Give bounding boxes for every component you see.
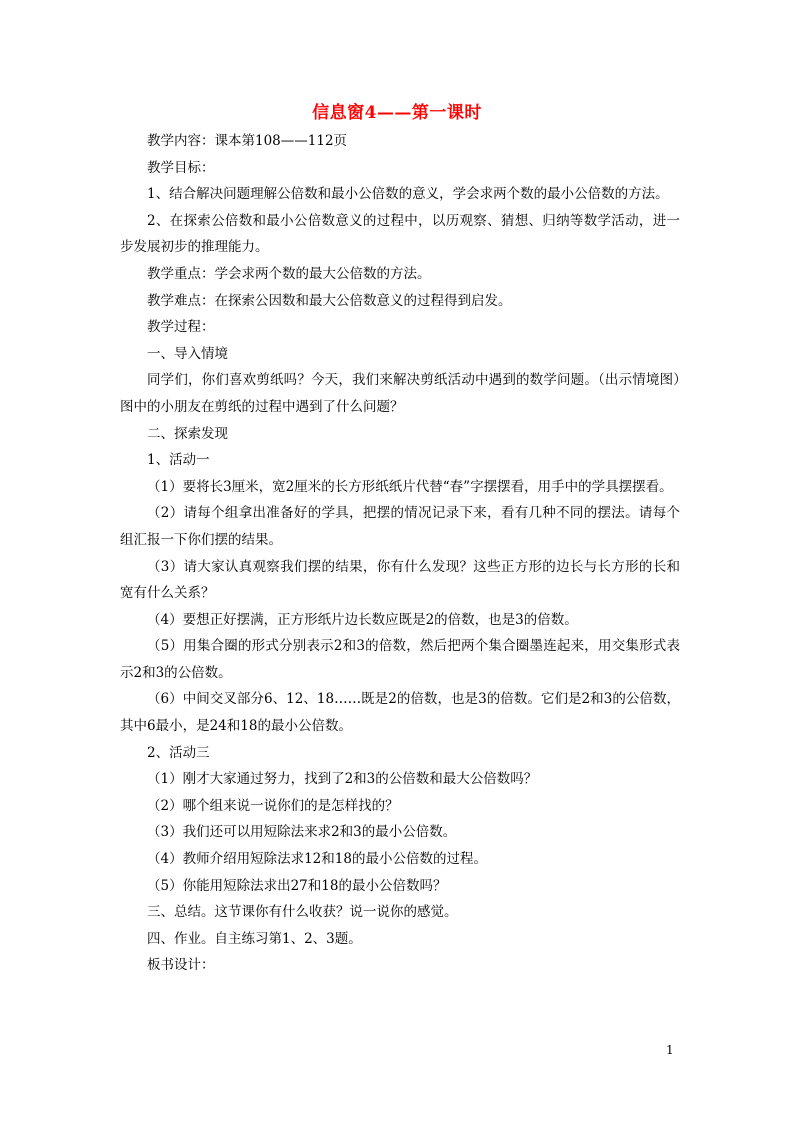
paragraph-activity-1-step-4: （4）要想正好摆满，正方形纸片边长数应既是2的倍数，也是3的倍数。 (147, 611, 578, 628)
paragraph-process-heading: 教学过程： (147, 319, 215, 336)
paragraph-activity-1-step-1: （1）要将长3厘米，宽2厘米的长方形纸纸片代替“春”字摆摆看，用手中的学具摆摆看。 (147, 478, 673, 495)
paragraph-activity-1-heading: 1、活动一 (147, 452, 210, 469)
paragraph-activity-1-step-2: （2）请每个组拿出准备好的学具，把摆的情况记录下来，看有几种不同的摆法。请每个组汇报一下你们摆的结果。 (120, 505, 680, 548)
paragraph-activity-3-heading: 2、活动三 (147, 744, 210, 761)
paragraph-activity-1-step-6: （6）中间交叉部分6、12、18……既是2的倍数，也是3的倍数。它们是2和3的公倍数，其中6最小，是24和18的最小公倍数。 (120, 691, 680, 735)
paragraph-goal-2: 2、在探索公倍数和最小公倍数意义的过程中，以历观察、猜想、归纳等数学活动，进一步发展初步的推理能力。 (120, 212, 680, 256)
paragraph-activity-3-step-2: （2）哪个组来说一说你们的是怎样找的？ (147, 797, 399, 814)
paragraph-difficult-point: 教学难点：在探索公因数和最大公倍数意义的过程得到启发。 (147, 292, 512, 309)
paragraph-activity-3-step-5: （5）你能用短除法求出27和18的最小公倍数吗？ (147, 877, 447, 894)
paragraph-key-point: 教学重点：学会求两个数的最大公倍数的方法。 (147, 265, 431, 282)
paragraph-introduction: 同学们，你们喜欢剪纸吗？今天，我们来解决剪纸活动中遇到的数学问题。（出示情境图）图中的小朋友在剪纸的过程中遇到了什么问题？ (120, 372, 680, 415)
paragraph-activity-3-step-4: （4）教师介绍用短除法求12和18的最小公倍数的过程。 (147, 851, 487, 868)
paragraph-section-2-heading: 二、探索发现 (147, 425, 228, 442)
paragraph-activity-1-step-3: （3）请大家认真观察我们摆的结果，你有什么发现？这些正方形的边长与长方形的长和宽有什么关系？ (120, 558, 680, 602)
paragraph-teaching-goals-heading: 教学目标： (147, 159, 215, 176)
document-body (120, 128, 680, 979)
document-title: 信息窗4——第一课时 (312, 103, 482, 123)
paragraph-activity-1-step-5: （5）用集合圈的形式分别表示2和3的倍数，然后把两个集合圈墨连起来，用交集形式表示2和3的公倍数。 (120, 638, 680, 681)
paragraph-homework: 四、作业。自主练习第1、2、3题。 (147, 930, 362, 947)
page-number: 1 (666, 1043, 674, 1057)
paragraph-activity-3-step-3: （3）我们还可以用短除法来求2和3的最小公倍数。 (147, 824, 457, 841)
paragraph-teaching-content: 教学内容：课本第108——112页 (147, 133, 348, 149)
paragraph-goal-1: 1、结合解决问题理解公倍数和最小公倍数的意义，学会求两个数的最小公倍数的方法。 (147, 186, 669, 203)
paragraph-activity-3-step-1: （1）刚才大家通过努力，找到了2和3的公倍数和最大公倍数吗？ (147, 771, 538, 788)
paragraph-summary: 三、总结。这节课你有什么收获？说一说你的感觉。 (147, 904, 458, 921)
paragraph-section-1-heading: 一、导入情境 (147, 345, 228, 362)
paragraph-board-design: 板书设计： (147, 957, 215, 974)
